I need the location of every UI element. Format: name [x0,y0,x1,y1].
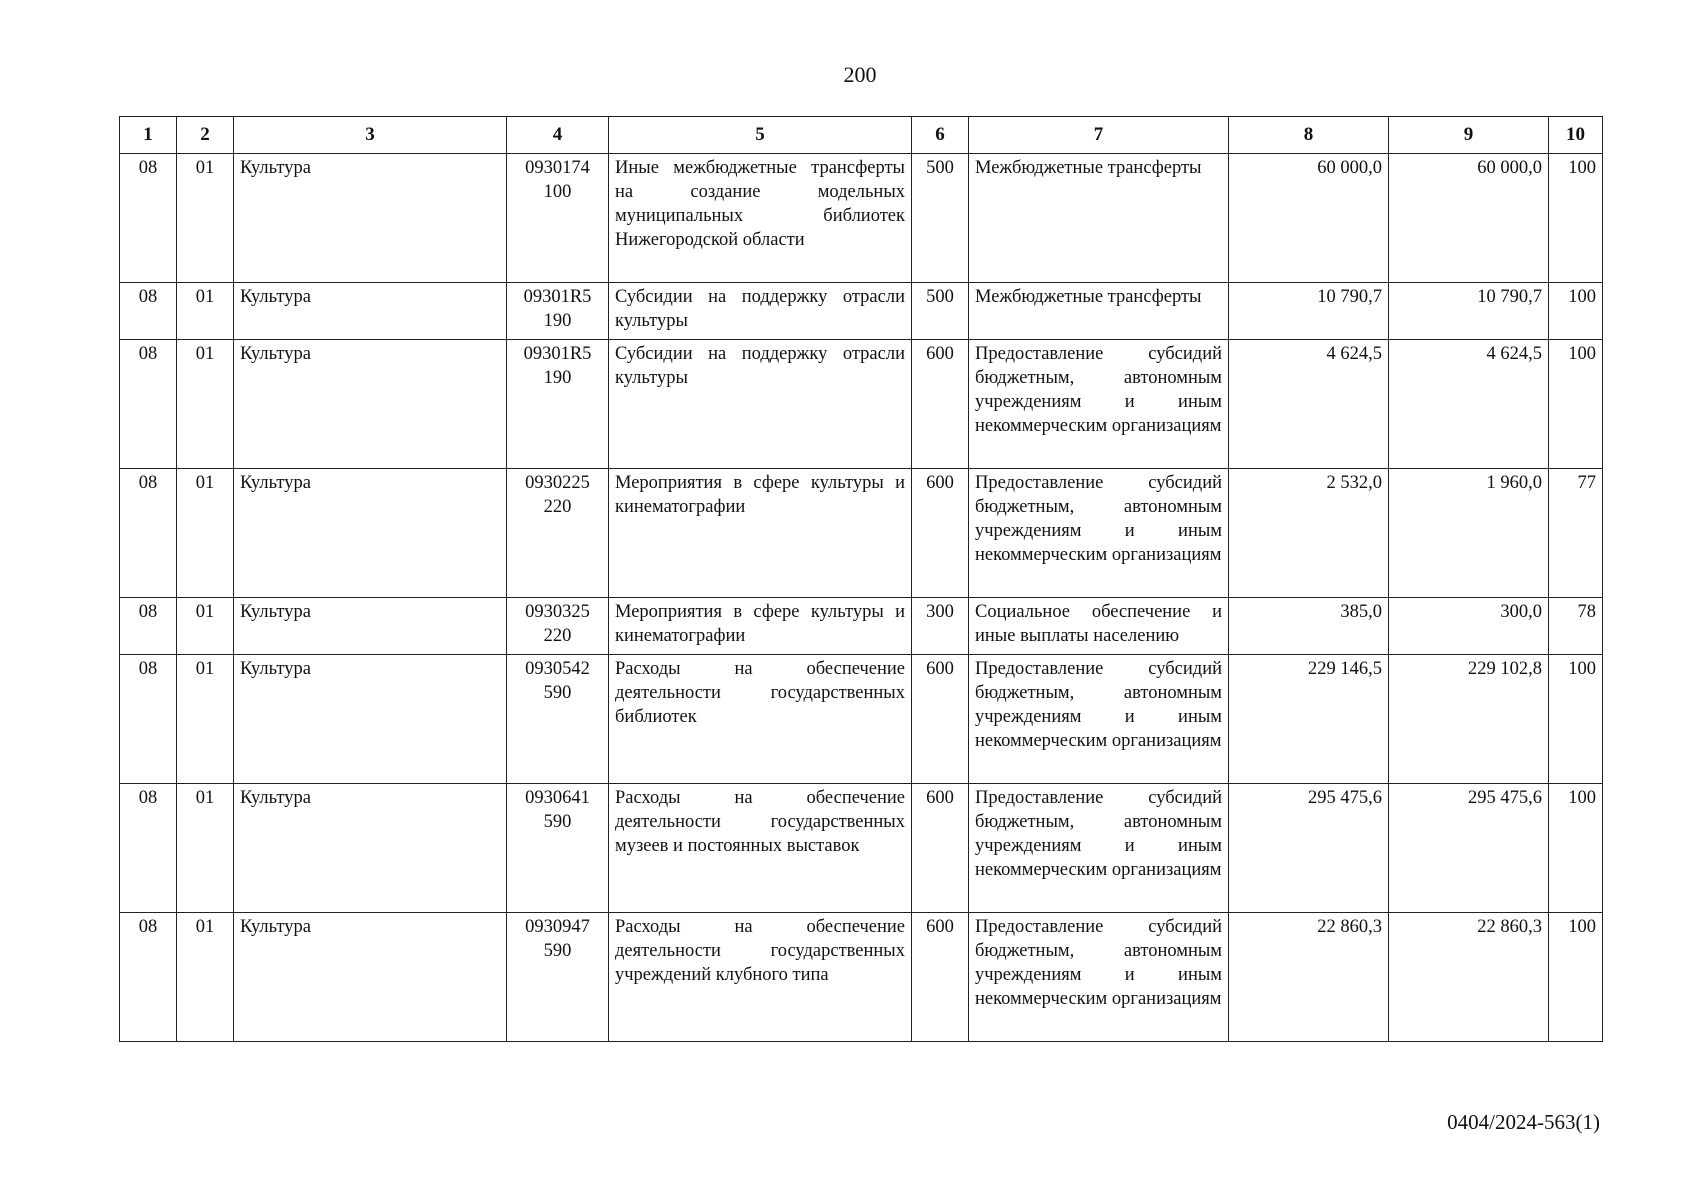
plan-amount-cell: 4 624,5 [1229,340,1389,469]
purpose-cell: Расходы на обеспечение деятельности государственных музеев и постоянных выставок [609,784,912,913]
expense-name-cell: Предоставление субсидий бюджетным, автономным учреждениям и иным некоммерческим организациям [969,913,1229,1042]
code-cell [507,913,609,1042]
plan-amount-cell: 2 532,0 [1229,469,1389,598]
table-row [120,598,1603,655]
table-row [120,340,1603,469]
column-header: 2 [177,117,234,154]
code-cell [507,340,609,469]
expense-name-cell: Межбюджетные трансферты [969,154,1229,283]
code-line-1: 0930325 [525,602,590,622]
table-row [120,784,1603,913]
column-header: 1 [120,117,177,154]
plan-amount-cell: 60 000,0 [1229,154,1389,283]
table-header-row [120,117,1603,154]
name-cell: Культура [234,283,507,340]
section-cell: 08 [120,784,177,913]
code-cell [507,784,609,913]
name-cell: Культура [234,154,507,283]
code-line-2: 220 [543,626,572,646]
column-header: 6 [912,117,969,154]
purpose-cell: Субсидии на поддержку отрасли культуры [609,340,912,469]
section-cell: 08 [120,913,177,1042]
section-cell: 08 [120,283,177,340]
column-header: 9 [1389,117,1549,154]
purpose-cell: Расходы на обеспечение деятельности государственных библиотек [609,655,912,784]
purpose-cell: Субсидии на поддержку отрасли культуры [609,283,912,340]
code-line-2: 590 [543,683,572,703]
percent-cell: 100 [1549,913,1603,1042]
expense-type-cell: 600 [912,340,969,469]
expense-name-cell: Предоставление субсидий бюджетным, автономным учреждениям и иным некоммерческим организациям [969,655,1229,784]
expense-type-cell: 500 [912,154,969,283]
name-cell: Культура [234,469,507,598]
expense-name-cell: Межбюджетные трансферты [969,283,1229,340]
purpose-cell: Мероприятия в сфере культуры и кинематографии [609,598,912,655]
code-line-2: 220 [543,497,572,517]
table-row [120,469,1603,598]
plan-amount-cell: 229 146,5 [1229,655,1389,784]
percent-cell: 100 [1549,655,1603,784]
table-row [120,283,1603,340]
code-line-1: 0930947 [525,917,590,937]
subsection-cell: 01 [177,283,234,340]
column-header: 10 [1549,117,1603,154]
subsection-cell: 01 [177,154,234,283]
code-line-1: 0930225 [525,473,590,493]
expense-type-cell: 300 [912,598,969,655]
plan-amount-cell: 385,0 [1229,598,1389,655]
expense-name-cell: Предоставление субсидий бюджетным, автономным учреждениям и иным некоммерческим организациям [969,469,1229,598]
section-cell: 08 [120,469,177,598]
name-cell: Культура [234,913,507,1042]
plan-amount-cell: 295 475,6 [1229,784,1389,913]
actual-amount-cell: 1 960,0 [1389,469,1549,598]
expense-name-cell: Социальное обеспечение и иные выплаты населению [969,598,1229,655]
column-header: 7 [969,117,1229,154]
table-row [120,913,1603,1042]
expense-name-cell: Предоставление субсидий бюджетным, автономным учреждениям и иным некоммерческим организациям [969,340,1229,469]
percent-cell: 77 [1549,469,1603,598]
name-cell: Культура [234,784,507,913]
actual-amount-cell: 4 624,5 [1389,340,1549,469]
code-line-2: 100 [543,182,572,202]
expense-type-cell: 600 [912,784,969,913]
subsection-cell: 01 [177,655,234,784]
percent-cell: 100 [1549,784,1603,913]
column-header: 3 [234,117,507,154]
section-cell: 08 [120,655,177,784]
name-cell: Культура [234,655,507,784]
code-line-1: 09301R5 [523,287,592,307]
actual-amount-cell: 22 860,3 [1389,913,1549,1042]
purpose-cell: Расходы на обеспечение деятельности государственных учреждений клубного типа [609,913,912,1042]
actual-amount-cell: 229 102,8 [1389,655,1549,784]
expense-type-cell: 600 [912,469,969,598]
expense-name-cell: Предоставление субсидий бюджетным, автономным учреждениям и иным некоммерческим организациям [969,784,1229,913]
subsection-cell: 01 [177,469,234,598]
percent-cell: 78 [1549,598,1603,655]
subsection-cell: 01 [177,913,234,1042]
document-code: 0404/2024-563(1) [1447,1110,1600,1134]
code-cell [507,598,609,655]
subsection-cell: 01 [177,598,234,655]
percent-cell: 100 [1549,154,1603,283]
purpose-cell: Иные межбюджетные трансферты на создание модельных муниципальных библиотек Нижегородской области [609,154,912,283]
column-header: 4 [507,117,609,154]
table-row [120,154,1603,283]
code-line-1: 09301R5 [523,344,592,364]
actual-amount-cell: 300,0 [1389,598,1549,655]
code-line-1: 0930542 [525,659,590,679]
section-cell: 08 [120,598,177,655]
column-header: 8 [1229,117,1389,154]
subsection-cell: 01 [177,784,234,913]
expense-type-cell: 600 [912,655,969,784]
expense-type-cell: 600 [912,913,969,1042]
section-cell: 08 [120,154,177,283]
subsection-cell: 01 [177,340,234,469]
column-header: 5 [609,117,912,154]
code-line-2: 590 [543,941,572,961]
actual-amount-cell: 60 000,0 [1389,154,1549,283]
actual-amount-cell: 10 790,7 [1389,283,1549,340]
code-cell [507,655,609,784]
actual-amount-cell: 295 475,6 [1389,784,1549,913]
plan-amount-cell: 22 860,3 [1229,913,1389,1042]
code-cell [507,154,609,283]
expense-type-cell: 500 [912,283,969,340]
table-row [120,655,1603,784]
page-number: 200 [843,62,877,87]
code-cell [507,469,609,598]
name-cell: Культура [234,340,507,469]
code-line-1: 0930174 [525,158,590,178]
code-line-2: 190 [543,311,572,331]
percent-cell: 100 [1549,283,1603,340]
budget-table [119,116,1603,1042]
percent-cell: 100 [1549,340,1603,469]
code-line-2: 590 [543,812,572,832]
code-line-1: 0930641 [525,788,590,808]
purpose-cell: Мероприятия в сфере культуры и кинематографии [609,469,912,598]
code-cell [507,283,609,340]
section-cell: 08 [120,340,177,469]
code-line-2: 190 [543,368,572,388]
name-cell: Культура [234,598,507,655]
plan-amount-cell: 10 790,7 [1229,283,1389,340]
